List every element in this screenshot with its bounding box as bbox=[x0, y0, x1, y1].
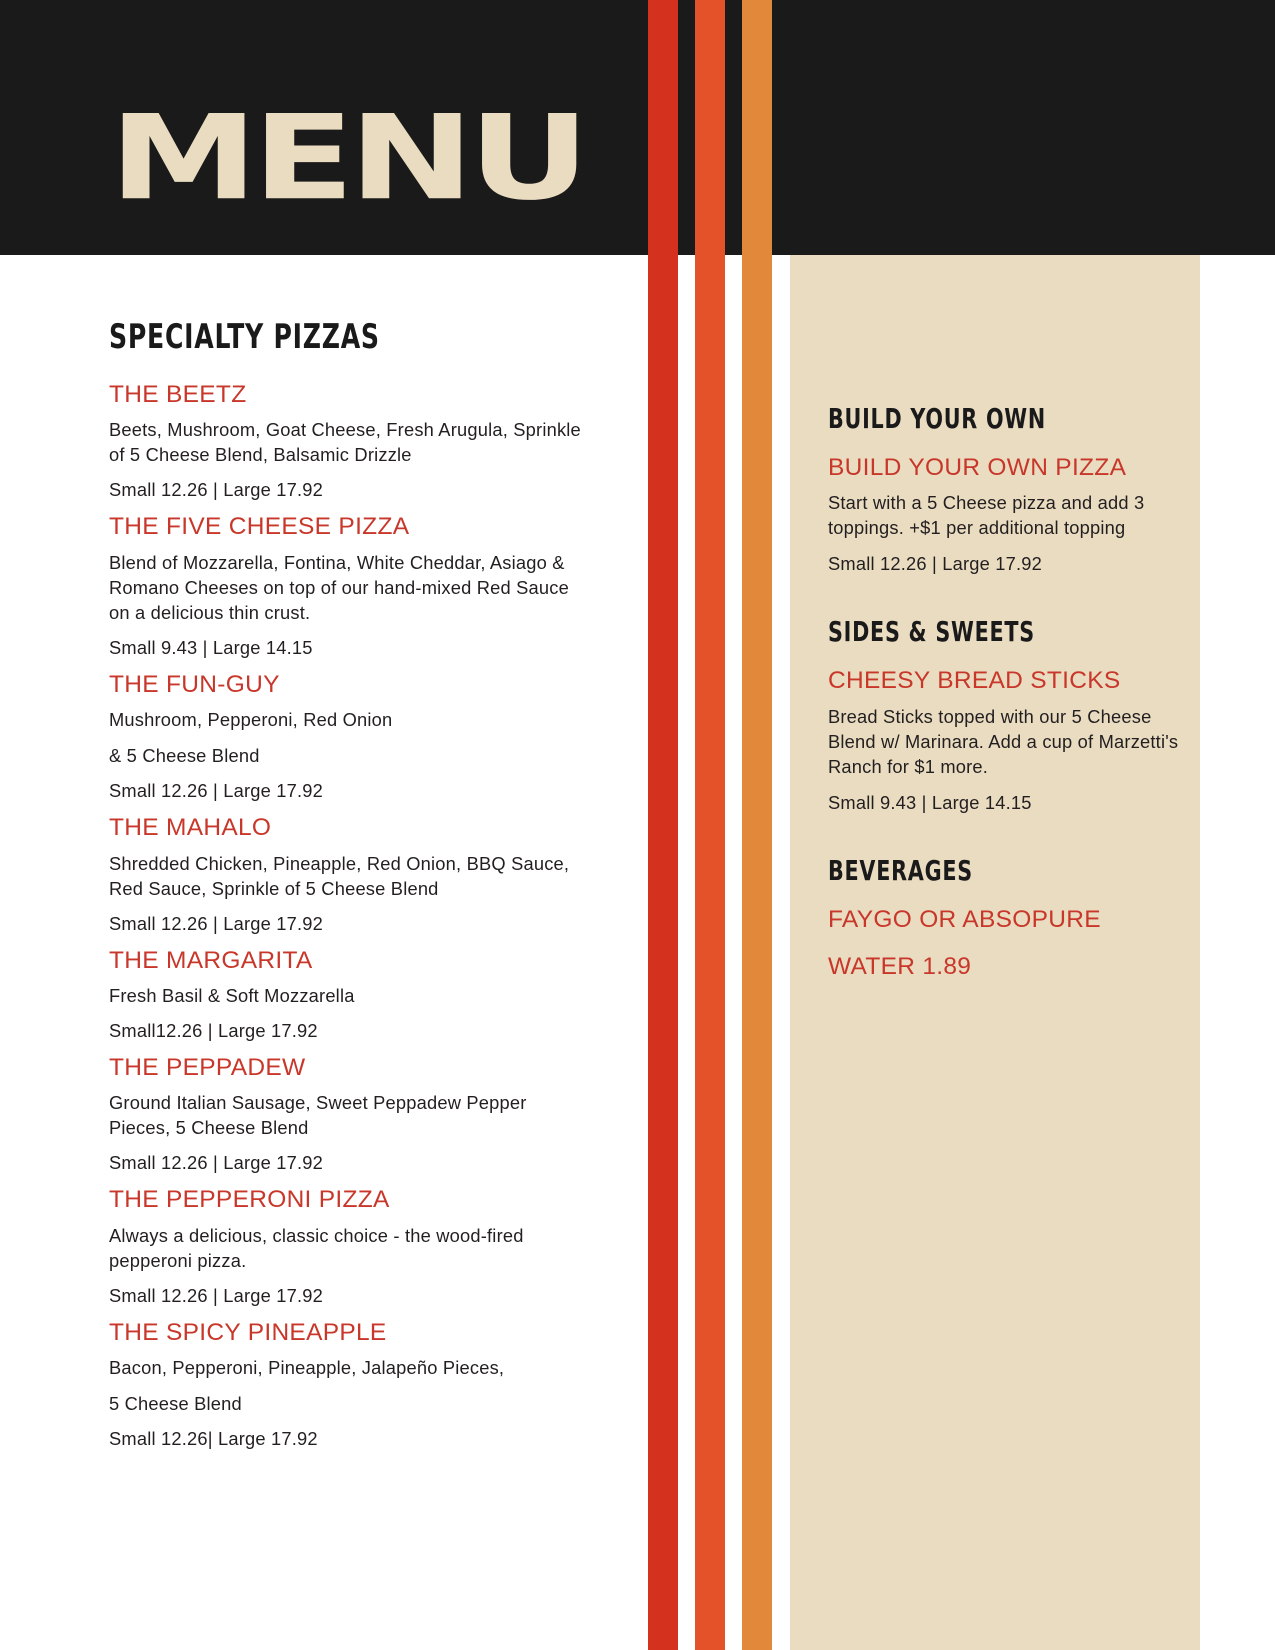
item-title: THE SPICY PINEAPPLE bbox=[109, 1318, 387, 1346]
item-desc: Shredded Chicken, Pineapple, Red Onion, BBQ Sauce, Red Sauce, Sprinkle of 5 Cheese Blend bbox=[109, 852, 570, 899]
beverages-section bbox=[828, 853, 1188, 982]
item-title: THE MAHALO bbox=[109, 814, 272, 842]
item-price: Small 12.26 | Large 17.92 bbox=[109, 912, 324, 934]
beverage-line: WATER 1.89 bbox=[828, 953, 972, 981]
section-heading-specialty: SPECIALTY PIZZAS bbox=[109, 317, 380, 357]
menu-item bbox=[109, 670, 589, 803]
item-desc: Start with a 5 Cheese pizza and add 3 toppings. +$1 per additional topping bbox=[828, 492, 1145, 539]
menu-item bbox=[109, 1318, 589, 1451]
item-desc: Blend of Mozzarella, Fontina, White Cheddar, Asiago & Romano Cheeses on top of our hand-mixed Red Sauce on a delicious thin crust. bbox=[109, 551, 569, 623]
item-title: THE MARGARITA bbox=[109, 946, 313, 974]
specialty-pizzas-section bbox=[109, 317, 589, 1461]
item-price: Small 12.26 | Large 17.92 bbox=[109, 780, 324, 802]
menu-item bbox=[109, 813, 589, 935]
item-price: Small 12.26 | Large 17.92 bbox=[828, 553, 1043, 575]
item-desc: Ground Italian Sausage, Sweet Peppadew Pepper Pieces, 5 Cheese Blend bbox=[109, 1092, 527, 1139]
item-title: THE PEPPERONI PIZZA bbox=[109, 1186, 390, 1214]
item-desc: Mushroom, Pepperoni, Red Onion bbox=[109, 709, 393, 731]
item-desc: Always a delicious, classic choice - the wood-fired pepperoni pizza. bbox=[109, 1224, 524, 1271]
item-price: Small 12.26 | Large 17.92 bbox=[109, 1284, 324, 1306]
menu-item bbox=[109, 380, 589, 502]
item-price: Small 9.43 | Large 14.15 bbox=[109, 636, 313, 658]
menu-logo: MENU bbox=[109, 90, 585, 227]
item-price: Small12.26 | Large 17.92 bbox=[109, 1019, 318, 1041]
item-desc: Bacon, Pepperoni, Pineapple, Jalapeño Pieces, bbox=[109, 1357, 505, 1379]
build-your-own-section bbox=[828, 402, 1188, 576]
item-title: THE PEPPADEW bbox=[109, 1053, 306, 1081]
item-title: CHEESY BREAD STICKS bbox=[828, 667, 1121, 695]
item-desc: Bread Sticks topped with our 5 Cheese Blend w/ Marinara. Add a cup of Marzetti's Ranch for $1 more. bbox=[828, 705, 1179, 777]
item-title: THE FIVE CHEESE PIZZA bbox=[109, 513, 410, 541]
sides-section bbox=[828, 615, 1188, 814]
item-price: Small 9.43 | Large 14.15 bbox=[828, 791, 1032, 813]
item-title: BUILD YOUR OWN PIZZA bbox=[828, 454, 1127, 481]
menu-item bbox=[109, 946, 589, 1043]
section-heading-build: BUILD YOUR OWN bbox=[828, 402, 1046, 435]
item-desc: Beets, Mushroom, Goat Cheese, Fresh Arugula, Sprinkle of 5 Cheese Blend, Balsamic Drizzle bbox=[109, 419, 581, 466]
right-column bbox=[828, 402, 1188, 1024]
stripe-red bbox=[648, 0, 678, 1650]
menu-item bbox=[109, 512, 589, 659]
section-heading-beverages: BEVERAGES bbox=[828, 853, 973, 887]
item-desc-line2: 5 Cheese Blend bbox=[109, 1393, 242, 1415]
item-desc-line2: & 5 Cheese Blend bbox=[109, 745, 260, 767]
item-desc: Fresh Basil & Soft Mozzarella bbox=[109, 984, 355, 1006]
item-price: Small 12.26| Large 17.92 bbox=[109, 1428, 318, 1450]
item-price: Small 12.26 | Large 17.92 bbox=[109, 479, 324, 501]
item-price: Small 12.26 | Large 17.92 bbox=[109, 1152, 324, 1174]
menu-item bbox=[109, 1185, 589, 1307]
menu-item bbox=[109, 1053, 589, 1175]
item-title: THE FUN-GUY bbox=[109, 670, 280, 698]
beverage-line: FAYGO OR ABSOPURE bbox=[828, 905, 1101, 933]
stripe-orange-red bbox=[695, 0, 725, 1650]
item-title: THE BEETZ bbox=[109, 381, 247, 408]
stripe-orange bbox=[742, 0, 772, 1650]
section-heading-sides: SIDES & SWEETS bbox=[828, 615, 1035, 649]
